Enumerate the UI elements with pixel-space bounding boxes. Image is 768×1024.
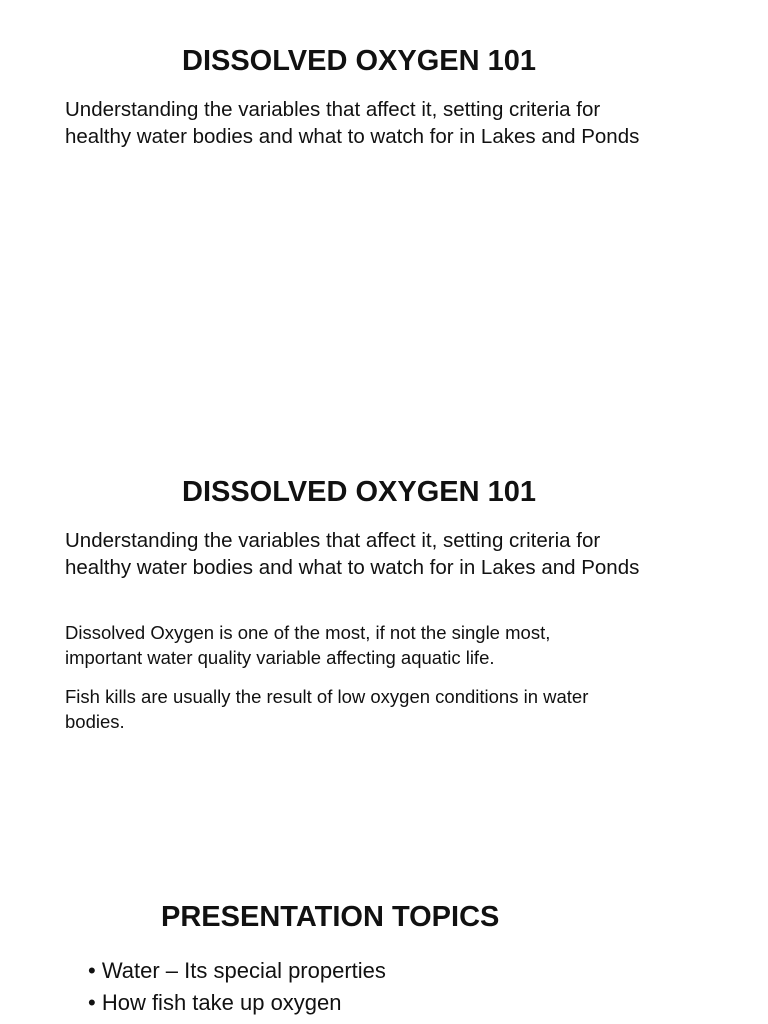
slide-2-paragraph-1 <box>65 620 705 670</box>
slide-1-subtitle-line-1: Understanding the variables that affect it, setting criteria for <box>65 98 601 121</box>
slide-2-subtitle-line-1: Understanding the variables that affect it, setting criteria for <box>65 529 601 552</box>
slide-2-title: DISSOLVED OXYGEN 101 <box>182 476 537 508</box>
list-item: • How fish take up oxygen <box>88 990 342 1015</box>
slide-3-title: PRESENTATION TOPICS <box>161 901 500 933</box>
slide-2-subtitle-line-2: healthy water bodies and what to watch for in Lakes and Ponds <box>65 556 640 579</box>
slide-2-paragraph-2 <box>65 684 705 734</box>
slide-2-paragraph-2-line-2: bodies. <box>65 711 125 732</box>
slide-2-paragraph-1-line-1: Dissolved Oxygen is one of the most, if not the single most, <box>65 622 551 643</box>
list-item: • Water – Its special properties <box>88 958 386 983</box>
slide-1-subtitle-line-2: healthy water bodies and what to watch for in Lakes and Ponds <box>65 125 640 148</box>
slide-2-subtitle <box>65 527 745 581</box>
slide-1-title: DISSOLVED OXYGEN 101 <box>182 45 537 77</box>
slide-2-paragraph-1-line-2: important water quality variable affecting aquatic life. <box>65 647 495 668</box>
slide-2-paragraph-2-line-1: Fish kills are usually the result of low oxygen conditions in water <box>65 686 589 707</box>
presentation-topics-list <box>88 955 386 1019</box>
slide-1-subtitle <box>65 96 745 150</box>
